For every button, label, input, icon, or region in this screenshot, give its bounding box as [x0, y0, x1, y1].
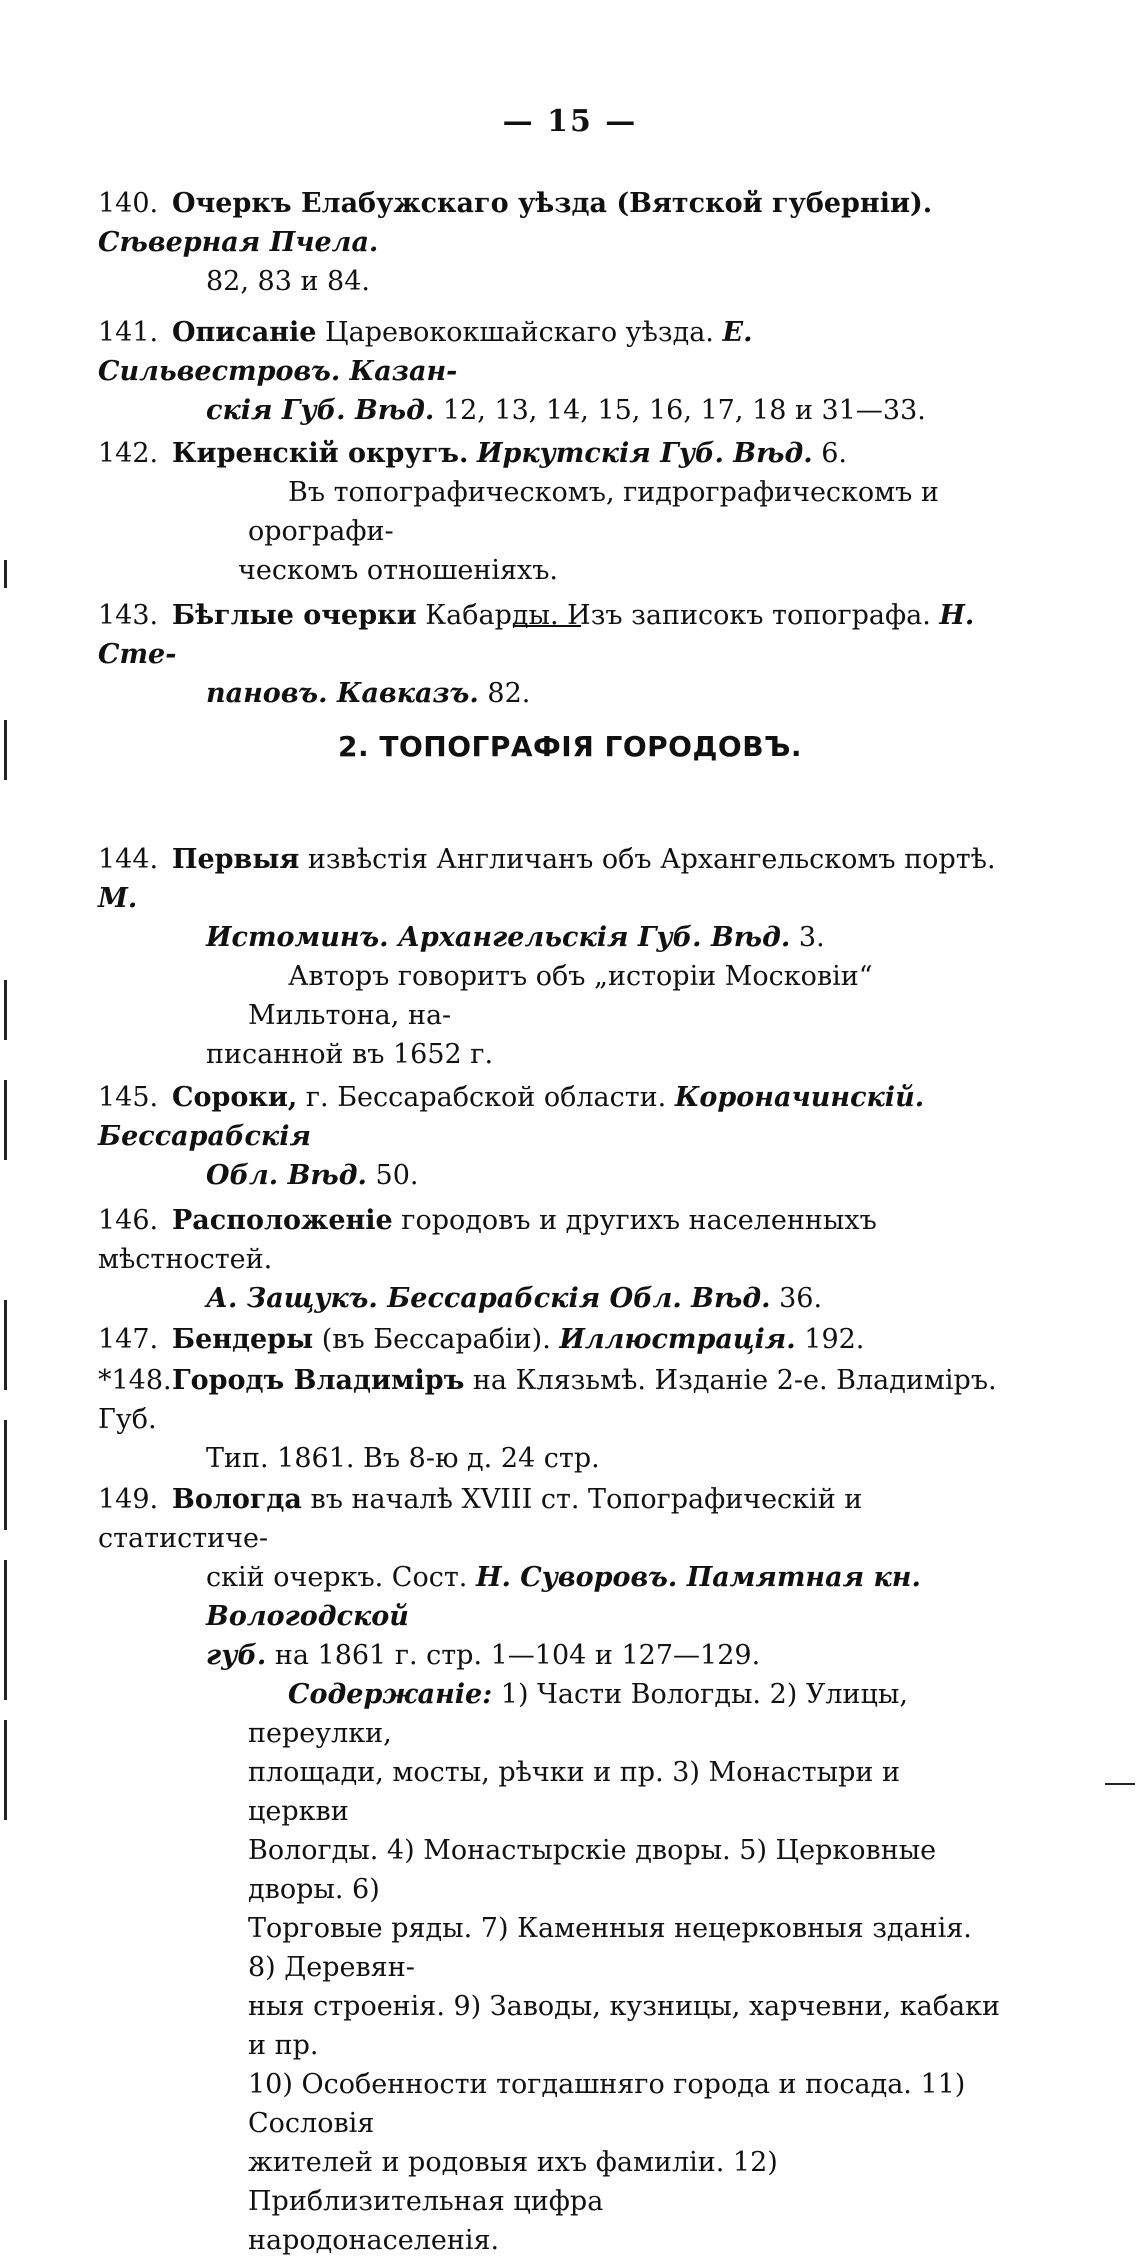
entry-source-continued: скія Губ. Вѣд. [206, 395, 435, 426]
entry-title: Вологда [172, 1484, 302, 1515]
entry-continuation: 50. [375, 1160, 419, 1191]
binding-edge-mark [4, 1720, 7, 1820]
entry-148 [98, 1361, 1003, 1478]
entry-continuation: 12, 13, 14, 15, 16, 17, 18 и 31—33. [442, 395, 926, 426]
entry-title: Сороки, [172, 1082, 298, 1113]
section-divider [513, 625, 581, 627]
entries-list-part2 [98, 840, 1003, 2260]
binding-edge-mark [4, 720, 7, 780]
entry-number: 146. [98, 1205, 159, 1236]
entry-146 [98, 1201, 1003, 1318]
entry-text: въ началѣ XVIII ст. Топографическій и статистиче- [98, 1484, 863, 1554]
entry-source: Иркутскія Губ. Вѣд. [476, 438, 813, 469]
entry-title: Очеркъ Елабужскаго уѣзда (Вятской губерніи). [172, 188, 933, 219]
entry-source-continued: пановъ. Кавказъ. [206, 678, 479, 709]
entry-141 [98, 313, 1003, 430]
entry-text: Кабарды. Изъ записокъ топографа. [425, 600, 931, 631]
entry-number: 145. [98, 1082, 159, 1113]
entry-number: 140. [98, 188, 159, 219]
entry-source-continued-2: губ. [206, 1640, 267, 1671]
entry-text: извѣстія Англичанъ объ Архангельскомъ портѣ. [307, 844, 996, 875]
contents-line: площади, мосты, рѣчки и пр. 3) Монастыри и церкви [248, 1757, 900, 1827]
entry-143 [98, 596, 1003, 713]
entry-continuation: скій очеркъ. Сост. [206, 1562, 468, 1593]
contents-line: Вологды. 4) Монастырскіе дворы. 5) Церковные дворы. 6) [248, 1835, 937, 1905]
entry-text: Царевококшайскаго уѣзда. [325, 317, 714, 348]
binding-edge-mark [4, 1560, 7, 1700]
contents-line: ныя строенія. 9) Заводы, кузницы, харчевни, кабаки и пр. [248, 1991, 1000, 2061]
entry-145 [98, 1078, 1003, 1195]
entry-source-continued: Обл. Вѣд. [206, 1160, 367, 1191]
entry-title: Бѣглые очерки [172, 600, 417, 631]
entry-number: 141. [98, 317, 159, 348]
contents-line: народонаселенія. [248, 2225, 500, 2256]
entry-147 [98, 1320, 1003, 1359]
entry-number: 149. [98, 1484, 159, 1515]
contents-first-line [98, 1675, 1003, 1753]
entry-149 [98, 1480, 1003, 2260]
entry-text: городовъ и другихъ населенныхъ мѣстностей. [98, 1205, 877, 1275]
entry-note: Въ топографическомъ, гидрографическомъ и орографи- [248, 477, 939, 547]
entry-number: 143. [98, 600, 159, 631]
entry-note-continued: писанной въ 1652 г. [206, 1039, 494, 1070]
entry-continuation: 82. [487, 678, 531, 709]
entry-text: на Клязьмѣ. Изданіе 2-е. Владиміръ. Губ. [98, 1365, 997, 1435]
entry-number: 142. [98, 438, 159, 469]
entry-source-continued: Н. Суворовъ. Памятная кн. Вологодской [206, 1562, 921, 1632]
section-heading: 2. ТОПОГРАФІЯ ГОРОДОВЪ. [337, 730, 803, 763]
entry-note: Авторъ говоритъ объ „исторіи Московіи“ Мильтона, на- [248, 961, 873, 1031]
entry-note-continued: ческомъ отношеніяхъ. [238, 555, 559, 586]
contents-line: Торговые ряды. 7) Каменныя нецерковныя зданія. 8) Деревян- [248, 1913, 972, 1983]
contents-line: 10) Особенности тогдашняго города и посада. 11) Сословія [248, 2069, 966, 2139]
entry-text: г. Бессарабской области. [305, 1082, 667, 1113]
entry-source: Н. Сте- [98, 600, 975, 670]
entry-source: Короначинскій. Бессарабскія [98, 1082, 925, 1152]
entry-142 [98, 434, 1003, 590]
entry-source-continued: А. Защукъ. Бессарабскія Обл. Вѣд. [206, 1283, 771, 1314]
entry-source: М. [98, 883, 138, 914]
entry-text: 6. [821, 438, 847, 469]
page-edge-dash [1105, 1783, 1135, 1785]
contents-label: Содержаніе: [288, 1679, 493, 1710]
entry-number: 144. [98, 844, 159, 875]
binding-edge-mark [4, 980, 7, 1040]
entry-tail: 192. [804, 1324, 865, 1355]
entry-text: (въ Бессарабіи). [321, 1324, 551, 1355]
binding-edge-mark [4, 560, 7, 588]
entry-144 [98, 840, 1003, 1074]
entry-continuation: 3. [798, 922, 825, 953]
asterisk-marker: * [98, 1365, 112, 1396]
entry-source: Иллюстрація. [559, 1324, 796, 1355]
entry-title: Расположеніе [172, 1205, 393, 1236]
entry-title: Киренскій округъ. [172, 438, 469, 469]
entry-title: Первыя [172, 844, 300, 875]
entry-number: 147. [98, 1324, 159, 1355]
binding-edge-mark [4, 1300, 7, 1390]
binding-edge-mark [4, 1080, 7, 1160]
page-number: — 15 — [502, 104, 638, 139]
entry-source-continued: Истоминъ. Архангельскія Губ. Вѣд. [206, 922, 791, 953]
entry-continuation: 82, 83 и 84. [206, 266, 370, 297]
entry-title: Городъ Владиміръ [172, 1365, 465, 1396]
entry-140 [98, 184, 1003, 301]
binding-edge-mark [4, 1420, 7, 1530]
entry-number: *148. [98, 1365, 172, 1396]
entry-continuation: Тип. 1861. Въ 8-ю д. 24 стр. [206, 1443, 600, 1474]
entry-source: Сѣверная Пчела. [98, 227, 379, 258]
contents-line: 1) Части Вологды. 2) Улицы, переулки, [248, 1679, 908, 1749]
contents-line: жителей и родовыя ихъ фамиліи. 12) Приблизительная цифра [248, 2147, 778, 2217]
entry-continuation: 36. [779, 1283, 823, 1314]
entries-list-part1 [98, 184, 1003, 713]
entry-source: Е. Сильвестровъ. Казан- [98, 317, 753, 387]
entry-title: Бендеры [172, 1324, 314, 1355]
entry-title: Описаніе [172, 317, 317, 348]
entry-continuation-2: на 1861 г. стр. 1—104 и 127—129. [274, 1640, 761, 1671]
